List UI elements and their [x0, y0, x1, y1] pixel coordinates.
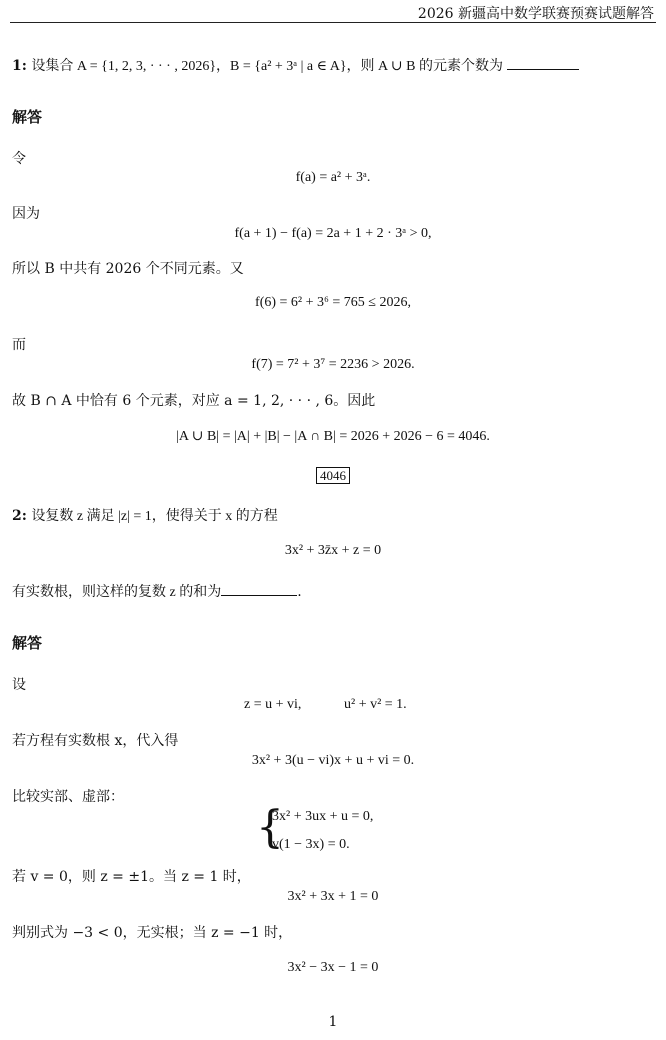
equation: z = u + vi, — [244, 697, 302, 712]
equation: |A ∪ B| = |A| + |B| − |A ∩ B| = 2026 + 2026 − 6 = 4046. — [176, 429, 490, 444]
page-number: 1 — [328, 1014, 338, 1030]
equation: f(a + 1) − f(a) = 2a + 1 + 2 · 3ᵃ > 0, — [234, 226, 432, 241]
question-stem: 设集合 A = {1, 2, 3, · · · , 2026}，B = {a² + 3ᵃ | a ∈ A}，则 A ∪ B 的元素个数为 — [31, 59, 503, 74]
question-number: 1: — [12, 58, 27, 74]
equation: 3x² + 3x + 1 = 0 — [287, 889, 379, 904]
header-rule — [240, 22, 656, 23]
question-number: 2: — [12, 508, 27, 524]
system-eq-2: v(1 − 3x) = 0. — [272, 837, 350, 852]
equation: f(6) = 6² + 3⁶ = 765 ≤ 2026, — [255, 295, 411, 310]
equation: 3x² − 3x − 1 = 0 — [287, 960, 379, 975]
running-header: 2026 新疆高中数学联赛预赛试题解答 — [417, 6, 654, 22]
text-line: 比较实部、虚部： — [12, 789, 124, 805]
text-line: 所以 B 中共有 2026 个不同元素。又 — [12, 261, 244, 277]
text-line: 判别式为 −3 < 0，无实根；当 z = −1 时， — [12, 925, 293, 941]
text-line: 而 — [12, 337, 26, 353]
question-2 — [12, 505, 278, 525]
question-stem-continued: 有实数根，则这样的复数 z 的和为 . — [12, 584, 302, 600]
equation: 3x² + 3z̄x + z = 0 — [284, 543, 382, 558]
answer-blank — [507, 57, 579, 70]
answer-blank — [221, 583, 297, 596]
system-brace: { — [256, 802, 284, 853]
equation: f(7) = 7² + 3⁷ = 2236 > 2026. — [251, 357, 415, 372]
text-line: 故 B ∩ A 中恰有 6 个元素，对应 a = 1, 2, · · · , 6。因此 — [12, 393, 376, 409]
question-stem: 设复数 z 满足 |z| = 1，使得关于 x 的方程 — [31, 509, 278, 524]
final-answer-row — [0, 465, 666, 484]
answer-heading: 解答 — [12, 634, 43, 652]
text-line: 若方程有实数根 x，代入得 — [12, 733, 179, 749]
text-line: 若 v = 0，则 z = ±1。当 z = 1 时， — [12, 869, 251, 885]
text-line: 令 — [12, 151, 26, 167]
equation: 3x² + 3(u − vi)x + u + vi = 0. — [251, 753, 415, 768]
header-rule-thin — [10, 22, 240, 23]
equation: f(a) = a² + 3ᵃ. — [295, 170, 371, 185]
system-eq-1: 3x² + 3ux + u = 0, — [272, 809, 374, 824]
text-line: 设 — [12, 677, 26, 693]
answer-heading: 解答 — [12, 108, 43, 126]
final-answer-box: 4046 — [316, 467, 350, 484]
text-line: 因为 — [12, 206, 40, 222]
question-1 — [12, 55, 579, 75]
equation: u² + v² = 1. — [344, 697, 407, 712]
